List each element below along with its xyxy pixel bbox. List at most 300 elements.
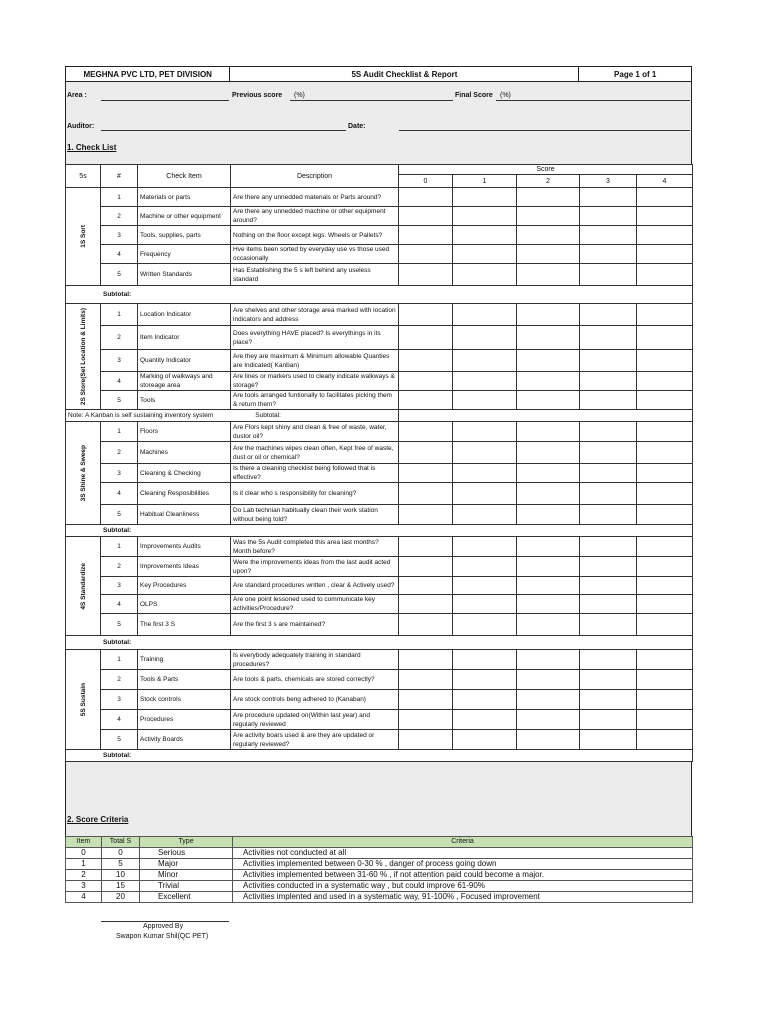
score-cell-3[interactable]: [580, 226, 637, 245]
score-cell-4[interactable]: [637, 207, 693, 226]
row-number: 1: [101, 650, 138, 670]
final-score-field[interactable]: [496, 100, 690, 101]
row-number: 4: [101, 245, 138, 264]
score-cell-0[interactable]: [399, 537, 453, 557]
score-cell-1[interactable]: [453, 710, 517, 730]
criteria-total: 10: [102, 870, 140, 881]
criteria-total: 0: [102, 848, 140, 859]
table-row: [66, 442, 693, 464]
criteria-item: 2: [66, 870, 102, 881]
description: Are there any unnedded machine or other equipment around?: [231, 207, 399, 226]
row-number: 3: [101, 577, 138, 595]
check-item: Cleaning Resposibilities: [138, 483, 231, 505]
score-cell-4[interactable]: [637, 226, 693, 245]
score-cell-4[interactable]: [637, 372, 693, 391]
score-cell-2[interactable]: [517, 245, 580, 264]
table-row: [66, 557, 693, 577]
description: Was the 5s Audit completed this area last months? Month before?: [231, 537, 399, 557]
score-cell-2[interactable]: [517, 710, 580, 730]
score-cell-3[interactable]: [580, 372, 637, 391]
criteria-item: 4: [66, 892, 102, 903]
score-cell-3[interactable]: [580, 710, 637, 730]
checklist-title: 1. Check List: [67, 143, 117, 152]
criteria-row: [66, 848, 693, 859]
score-cell-2[interactable]: [517, 188, 580, 207]
score-cell-0[interactable]: [399, 650, 453, 670]
score-cell-4[interactable]: [637, 614, 693, 636]
score-cell-4[interactable]: [637, 442, 693, 464]
col-5s-header: 5s: [66, 165, 101, 188]
row-number: 5: [101, 264, 138, 286]
row-number: 3: [101, 690, 138, 710]
score-cell-2[interactable]: [517, 505, 580, 525]
table-row: [66, 326, 693, 350]
score-cell-0[interactable]: [399, 226, 453, 245]
criteria-item: 1: [66, 859, 102, 870]
check-item: Key Procedures: [138, 577, 231, 595]
description: Are stock controls beng adhered to (Kanaban): [231, 690, 399, 710]
group-label: 3S Shine & Sweep: [79, 444, 87, 502]
check-item: Floors: [138, 422, 231, 442]
auditor-field[interactable]: [101, 130, 346, 131]
row-number: 5: [101, 730, 138, 750]
score-cell-2[interactable]: [517, 442, 580, 464]
score-cell-1[interactable]: [453, 326, 517, 350]
row-number: 3: [101, 226, 138, 245]
row-number: 2: [101, 207, 138, 226]
score-cell-2[interactable]: [517, 422, 580, 442]
score-cell-0[interactable]: [399, 483, 453, 505]
check-item: Tools, supplies, parts: [138, 226, 231, 245]
score-cell-4[interactable]: [637, 350, 693, 372]
score-cell-2[interactable]: [517, 614, 580, 636]
description: Are shelves and other storage area marked with location indicators and address: [231, 304, 399, 326]
score-cell-4[interactable]: [637, 690, 693, 710]
score-col-4: 4: [637, 175, 693, 188]
score-col-1: 1: [453, 175, 517, 188]
score-cell-4[interactable]: [637, 264, 693, 286]
check-item: Machines: [138, 442, 231, 464]
criteria-type: Minor: [140, 870, 233, 881]
score-cell-4[interactable]: [637, 245, 693, 264]
table-row: [66, 188, 693, 207]
subtotal-label: Subtotal:: [66, 286, 693, 304]
final-score-pct: (%): [500, 92, 511, 99]
description: Is everybody adequately training in standard procedures?: [231, 650, 399, 670]
table-row: [66, 537, 693, 557]
score-cell-1[interactable]: [453, 483, 517, 505]
criteria-text: Activities implemented between 31-60 % , if not attention paid could become a major.: [233, 870, 693, 881]
score-cell-1[interactable]: [453, 422, 517, 442]
criteria-row: [66, 859, 693, 870]
score-cell-4[interactable]: [637, 326, 693, 350]
score-col-0: 0: [399, 175, 453, 188]
score-cell-1[interactable]: [453, 557, 517, 577]
checklist-table: [65, 164, 693, 762]
score-cell-4[interactable]: [637, 391, 693, 410]
check-item: OLPS: [138, 595, 231, 614]
criteria-col-criteria: Criteria: [233, 837, 693, 848]
score-cell-1[interactable]: [453, 537, 517, 557]
score-cell-4[interactable]: [637, 710, 693, 730]
check-item: Marking of walkways and storeage area: [138, 372, 231, 391]
score-cell-4[interactable]: [637, 483, 693, 505]
description: Hve items been sorted by everyday use vs those used occasionally: [231, 245, 399, 264]
check-item: Activity Boards: [138, 730, 231, 750]
score-cell-2[interactable]: [517, 226, 580, 245]
check-item: The first 3 S: [138, 614, 231, 636]
description: Are standard procedures written , clear & Actively used?: [231, 577, 399, 595]
row-number: 1: [101, 188, 138, 207]
score-cell-3[interactable]: [580, 537, 637, 557]
score-cell-3[interactable]: [580, 670, 637, 690]
check-item: Tools & Parts: [138, 670, 231, 690]
description: Is it clear who s responsibility for cleaning?: [231, 483, 399, 505]
score-cell-4[interactable]: [637, 464, 693, 483]
score-cell-3[interactable]: [580, 464, 637, 483]
check-item: Training: [138, 650, 231, 670]
score-cell-3[interactable]: [580, 188, 637, 207]
score-cell-3[interactable]: [580, 245, 637, 264]
score-cell-3[interactable]: [580, 557, 637, 577]
score-cell-4[interactable]: [637, 537, 693, 557]
score-cell-0[interactable]: [399, 690, 453, 710]
score-cell-2[interactable]: [517, 391, 580, 410]
criteria-title: 2. Score Criteria: [67, 815, 129, 824]
score-cell-1[interactable]: [453, 442, 517, 464]
criteria-row: [66, 892, 693, 903]
check-item: Written Standards: [138, 264, 231, 286]
score-cell-3[interactable]: [580, 326, 637, 350]
score-cell-3[interactable]: [580, 690, 637, 710]
col-score-header: Score: [399, 165, 693, 175]
subtotal-row: [66, 636, 693, 650]
description: Are procedure updated on(Within last year) and regularly reviewed: [231, 710, 399, 730]
subtotal-label: Subtotal:: [255, 412, 281, 419]
score-cell-1[interactable]: [453, 464, 517, 483]
row-number: 1: [101, 304, 138, 326]
score-cell-4[interactable]: [637, 670, 693, 690]
date-field[interactable]: [399, 130, 690, 131]
score-cell-3[interactable]: [580, 595, 637, 614]
score-cell-3[interactable]: [580, 614, 637, 636]
score-cell-0[interactable]: [399, 372, 453, 391]
table-row: [66, 391, 693, 410]
row-number: 3: [101, 464, 138, 483]
score-cell-0[interactable]: [399, 245, 453, 264]
score-cell-0[interactable]: [399, 422, 453, 442]
score-cell-1[interactable]: [453, 304, 517, 326]
score-cell-0[interactable]: [399, 350, 453, 372]
company-name: MEGHNA PVC LTD, PET DIVISION: [66, 67, 230, 81]
description: Has Establishing the 5 s left behind any useless standard: [231, 264, 399, 286]
report-title: 5S Audit Checklist & Report: [230, 67, 579, 81]
group-label-cell: [66, 422, 101, 525]
score-cell-3[interactable]: [580, 207, 637, 226]
table-row: [66, 464, 693, 483]
score-cell-1[interactable]: [453, 670, 517, 690]
table-row: [66, 245, 693, 264]
criteria-row: [66, 870, 693, 881]
score-cell-1[interactable]: [453, 595, 517, 614]
criteria-col-item: Item: [66, 837, 102, 848]
score-cell-4[interactable]: [637, 557, 693, 577]
score-cell-3[interactable]: [580, 650, 637, 670]
table-row: [66, 483, 693, 505]
description: Is there a cleaning checklist being followed that is effective?: [231, 464, 399, 483]
score-cell-3[interactable]: [580, 391, 637, 410]
table-row: [66, 226, 693, 245]
group-label-cell: [66, 304, 101, 410]
score-cell-1[interactable]: [453, 690, 517, 710]
table-row: [66, 614, 693, 636]
score-cell-3[interactable]: [580, 730, 637, 750]
score-cell-4[interactable]: [637, 505, 693, 525]
score-cell-4[interactable]: [637, 304, 693, 326]
subtotal-label: Subtotal:: [66, 636, 693, 650]
score-cell-3[interactable]: [580, 505, 637, 525]
score-cell-3[interactable]: [580, 483, 637, 505]
subtotal-label: Subtotal:: [66, 750, 693, 762]
score-cell-2[interactable]: [517, 464, 580, 483]
table-row: [66, 670, 693, 690]
score-cell-4[interactable]: [637, 730, 693, 750]
score-cell-2[interactable]: [517, 326, 580, 350]
score-cell-4[interactable]: [637, 188, 693, 207]
criteria-type: Excellent: [140, 892, 233, 903]
criteria-type: Major: [140, 859, 233, 870]
score-cell-0[interactable]: [399, 264, 453, 286]
check-item: Procedures: [138, 710, 231, 730]
description: Are the first 3 s are maintained?: [231, 614, 399, 636]
group-label: 1S Sort: [79, 225, 87, 248]
score-cell-0[interactable]: [399, 710, 453, 730]
score-cell-3[interactable]: [580, 422, 637, 442]
score-cell-0[interactable]: [399, 595, 453, 614]
score-cell-1[interactable]: [453, 391, 517, 410]
approval-line: [101, 921, 229, 922]
subtotal-row: [66, 286, 693, 304]
criteria-type: Serious: [140, 848, 233, 859]
report-header: [65, 66, 692, 82]
score-cell-2[interactable]: [517, 557, 580, 577]
score-cell-2[interactable]: [517, 304, 580, 326]
description: Are the machines wipes clean often, Kept free of waste, dust or oil or chemical?: [231, 442, 399, 464]
check-item: Stock controls: [138, 690, 231, 710]
score-cell-1[interactable]: [453, 245, 517, 264]
table-row: [66, 207, 693, 226]
criteria-row: [66, 881, 693, 892]
row-number: 1: [101, 537, 138, 557]
approved-by-label: Approved By: [143, 923, 184, 930]
subtotal-row: [66, 410, 693, 422]
area-field[interactable]: [101, 100, 229, 101]
criteria-total: 15: [102, 881, 140, 892]
group-label: 5S Sustain: [79, 682, 87, 717]
score-cell-2[interactable]: [517, 537, 580, 557]
page-number: Page 1 of 1: [614, 69, 657, 79]
score-cell-3[interactable]: [580, 442, 637, 464]
group-label-cell: [66, 188, 101, 286]
check-item: Item Indicator: [138, 326, 231, 350]
score-cell-1[interactable]: [453, 372, 517, 391]
check-item: Improvements Audits: [138, 537, 231, 557]
description: Are activity boars used & are they are updated or regularly reviewed?: [231, 730, 399, 750]
criteria-text: Activities conducted in a systematic way , but could improve 61-90%: [233, 881, 693, 892]
score-cell-2[interactable]: [517, 690, 580, 710]
area-label: Area :: [67, 92, 87, 99]
score-cell-1[interactable]: [453, 188, 517, 207]
score-cell-4[interactable]: [637, 422, 693, 442]
group-label: 2S Store(Set Location & Limits): [79, 307, 87, 406]
score-cell-3[interactable]: [580, 350, 637, 372]
table-row: [66, 730, 693, 750]
subtotal-label: Subtotal:: [66, 525, 693, 537]
table-row: [66, 595, 693, 614]
row-number: 3: [101, 350, 138, 372]
score-cell-2[interactable]: [517, 372, 580, 391]
score-cell-2[interactable]: [517, 350, 580, 372]
description: Are tools & parts, chemicals are stored correctly?: [231, 670, 399, 690]
final-score-label: Final Score: [455, 92, 493, 99]
check-item: Quantity Indicator: [138, 350, 231, 372]
score-cell-0[interactable]: [399, 670, 453, 690]
previous-score-field[interactable]: [290, 100, 453, 101]
group-label-cell: [66, 537, 101, 636]
score-cell-2[interactable]: [517, 483, 580, 505]
check-item: Location Indicator: [138, 304, 231, 326]
group-label: 4S Standardize: [79, 562, 87, 610]
score-cell-0[interactable]: [399, 207, 453, 226]
criteria-item: 0: [66, 848, 102, 859]
score-cell-2[interactable]: [517, 670, 580, 690]
criteria-total: 20: [102, 892, 140, 903]
kanban-note: Note: A Kanban is self sustaining inventory system: [68, 412, 214, 419]
date-label: Date:: [348, 123, 366, 130]
description: Are Flors kept shiny and clean & free of waste, water, dustor oil?: [231, 422, 399, 442]
score-cell-1[interactable]: [453, 226, 517, 245]
check-item: Frequency: [138, 245, 231, 264]
score-cell-1[interactable]: [453, 505, 517, 525]
score-cell-1[interactable]: [453, 350, 517, 372]
row-number: 4: [101, 710, 138, 730]
row-number: 4: [101, 372, 138, 391]
description: Are there any unnedded materials or Parts around?: [231, 188, 399, 207]
description: Were the improvements ideas from the last audit acted upon?: [231, 557, 399, 577]
score-cell-3[interactable]: [580, 304, 637, 326]
description: Does everything HAVE placed? Is everythings in its place?: [231, 326, 399, 350]
score-cell-2[interactable]: [517, 730, 580, 750]
row-number: 2: [101, 442, 138, 464]
table-row: [66, 350, 693, 372]
score-cell-1[interactable]: [453, 650, 517, 670]
criteria-col-total: Total S: [102, 837, 140, 848]
criteria-col-type: Type: [140, 837, 233, 848]
criteria-text: Activities implemented between 0-30 % , danger of process going down: [233, 859, 693, 870]
description: Are one point lessoned used to communicate key activities/Procedure?: [231, 595, 399, 614]
check-item: Machine or other equipment: [138, 207, 231, 226]
row-number: 2: [101, 326, 138, 350]
table-row: [66, 650, 693, 670]
check-item: Cleaning & Checking: [138, 464, 231, 483]
score-cell-2[interactable]: [517, 577, 580, 595]
description: Do Lab technian habitually clean their work station without being told?: [231, 505, 399, 525]
score-cell-4[interactable]: [637, 595, 693, 614]
score-cell-4[interactable]: [637, 577, 693, 595]
table-row: [66, 422, 693, 442]
subtotal-note-cell: [66, 410, 399, 422]
row-number: 5: [101, 614, 138, 636]
check-item: Habitual Cleanliness: [138, 505, 231, 525]
description: Nothing on the floor except legs. Wheels or Pallets?: [231, 226, 399, 245]
score-cell-0[interactable]: [399, 304, 453, 326]
approver-name: Swapon Kumar Shil(QC PET): [116, 933, 209, 940]
row-number: 4: [101, 483, 138, 505]
score-cell-3[interactable]: [580, 264, 637, 286]
score-cell-1[interactable]: [453, 264, 517, 286]
score-cell-2[interactable]: [517, 595, 580, 614]
score-col-2: 2: [517, 175, 580, 188]
score-cell-1[interactable]: [453, 730, 517, 750]
previous-score-pct: (%): [294, 92, 305, 99]
score-cell-0[interactable]: [399, 614, 453, 636]
row-number: 2: [101, 670, 138, 690]
score-cell-0[interactable]: [399, 730, 453, 750]
row-number: 1: [101, 422, 138, 442]
score-col-3: 3: [580, 175, 637, 188]
criteria-item: 3: [66, 881, 102, 892]
score-cell-0[interactable]: [399, 464, 453, 483]
criteria-text: Activities not conducted at all: [233, 848, 693, 859]
check-item: Tools: [138, 391, 231, 410]
score-cell-0[interactable]: [399, 442, 453, 464]
table-row: [66, 505, 693, 525]
table-row: [66, 372, 693, 391]
row-number: 5: [101, 391, 138, 410]
score-cell-0[interactable]: [399, 391, 453, 410]
table-row: [66, 304, 693, 326]
previous-score-label: Previous score: [232, 92, 283, 99]
score-cell-1[interactable]: [453, 577, 517, 595]
col-desc-header: Description: [231, 165, 399, 188]
score-cell-0[interactable]: [399, 557, 453, 577]
check-item: Materials or parts: [138, 188, 231, 207]
criteria-text: Activities implented and used in a systematic way, 91-100% , Focused improvement: [233, 892, 693, 903]
subtotal-score[interactable]: [399, 410, 693, 422]
subtotal-row: [66, 525, 693, 537]
score-cell-2[interactable]: [517, 207, 580, 226]
col-num-header: #: [101, 165, 138, 188]
score-cell-3[interactable]: [580, 577, 637, 595]
score-cell-2[interactable]: [517, 650, 580, 670]
table-row: [66, 577, 693, 595]
description: Are they are maximum & Minimum allowable Quanties are Indicated( Kanban): [231, 350, 399, 372]
score-cell-1[interactable]: [453, 614, 517, 636]
score-cell-0[interactable]: [399, 188, 453, 207]
score-cell-1[interactable]: [453, 207, 517, 226]
group-label-cell: [66, 650, 101, 750]
score-cell-0[interactable]: [399, 326, 453, 350]
row-number: 2: [101, 557, 138, 577]
description: Are lines or markers used to clearly indicate walkways & storage?: [231, 372, 399, 391]
score-cell-0[interactable]: [399, 577, 453, 595]
row-number: 4: [101, 595, 138, 614]
score-cell-2[interactable]: [517, 264, 580, 286]
score-cell-4[interactable]: [637, 650, 693, 670]
row-number: 5: [101, 505, 138, 525]
score-cell-0[interactable]: [399, 505, 453, 525]
criteria-table: [65, 836, 693, 903]
